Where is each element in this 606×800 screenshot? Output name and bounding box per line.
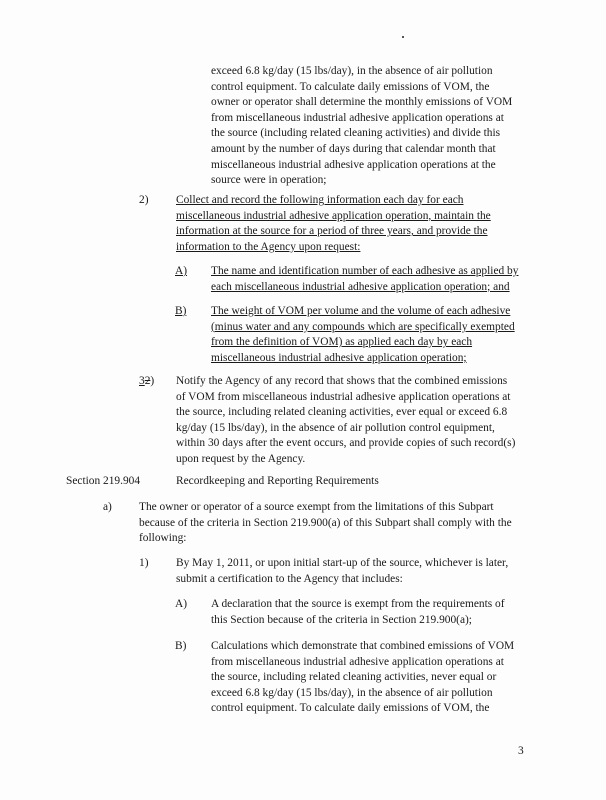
item-2-label: 2) xyxy=(139,194,149,206)
item-3-text: Notify the Agency of any record that shows that the combined emissions of VOM from miscellaneous industrial adhesive application operations at the source, including related cleaning activities, ever equal or exceed 6.8 kg/day (15 lbs/day), in the absence of air pollution control equipment, within 30 days after the event occurs, and provide copies of such record(s) upon request by the Agency. xyxy=(176,375,516,465)
para-a-1a-text: A declaration that the source is exempt from the requirements of this Section because of the criteria in Section 219.900(a); xyxy=(211,598,505,626)
struck-number: 2 xyxy=(144,375,151,387)
continuation-paragraph: exceed 6.8 kg/day (15 lbs/day), in the absence of air pollution control equipment. To calculate daily emissions of VOM, the owner or operator shall determine the monthly emissions of VOM from miscellaneous industrial adhesive application operations at the source (including related cleaning activities) and divide this amount by the number of days during that calendar month that miscellaneous industrial adhesive application operations at the source were in operation; xyxy=(211,65,513,187)
para-a-text: The owner or operator of a source exempt from the limitations of this Subpart because of the criteria in Section 219.900(a) of this Subpart shall comply with the following: xyxy=(139,501,512,545)
para-a-1a-label: A) xyxy=(175,598,188,610)
item-3-label: 32) xyxy=(139,375,155,387)
item-2b-label: B) xyxy=(175,305,187,317)
section-title: Recordkeeping and Reporting Requirements xyxy=(176,475,379,487)
para-a-1-label: 1) xyxy=(139,557,149,569)
item-2b-text: The weight of VOM per volume and the volume of each adhesive (minus water and any compounds which are specifically exempted from the definition of VOM) as applied each day by each miscellaneous industrial adhesive application operation; xyxy=(211,305,515,364)
para-a-label: a) xyxy=(103,501,112,513)
para-a-1-text: By May 1, 2011, or upon initial start-up of the source, whichever is later, submit a certification to the Agency that includes: xyxy=(176,557,509,585)
item-2-text: Collect and record the following information each day for each miscellaneous industrial adhesive application operation, maintain the information at the source for a period of three years, and provide the information to the Agency upon request: xyxy=(176,194,491,253)
page-number: 3 xyxy=(518,745,524,758)
para-a-1b-text: Calculations which demonstrate that combined emissions of VOM from miscellaneous industrial adhesive application operations at the source, including related cleaning activities, never equal or exceed 6.8 kg/day (15 lbs/day), in the absence of air pollution control equipment. To calculate daily emissions of VOM, the xyxy=(211,640,515,715)
item-2a-label: A) xyxy=(175,265,188,277)
scan-speck xyxy=(402,36,404,38)
new-number: 3 xyxy=(139,375,145,387)
section-number: Section 219.904 xyxy=(66,475,141,487)
para-a-1b-label: B) xyxy=(175,640,187,652)
item-2a-text: The name and identification number of each adhesive as applied by each miscellaneous industrial adhesive application operation; and xyxy=(211,265,519,293)
